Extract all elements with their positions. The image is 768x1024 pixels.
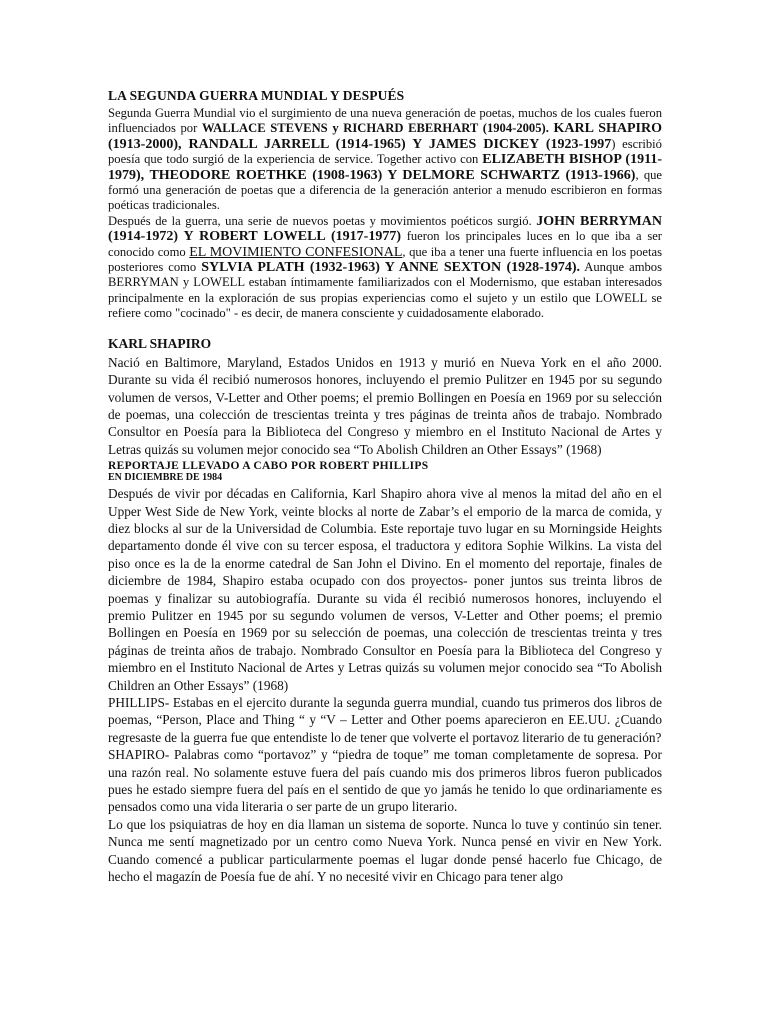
text-span: fueron los principales luces en lo que iba a ser conocido como bbox=[108, 229, 662, 259]
paragraph-biography: Nació en Baltimore, Maryland, Estados Unidos en 1913 y murió en Nueva York en el año 2000. Durante su vida él recibió numerosos honores, incluyendo el premio Pulitzer en 1945 por su segundo volumen de versos, V-Letter and Other poems; el premio Bollingen en Poesía en 1969 por su selección de poemas, una colección de trescientas treinta y tres páginas de treinta años de trabajo. Nombrado Consultor en Poesía para la Biblioteca del Congreso y miembro en el Instituto Nacional de Artes y Letras quizás su volumen mejor conocido sea “To Abolish Children an Other Essays” (1968) bbox=[108, 354, 662, 457]
paragraph-intro bbox=[108, 106, 662, 214]
text-span: , que formó una generación de poetas que a diferencia de la generación anterior a menudo escribieron en formas poéticas tradicionales. bbox=[108, 167, 662, 213]
text-span: Segunda Guerra Mundial vio el surgimiento de una nueva generación de poetas, muchos de los cuales fueron influenciados por bbox=[108, 106, 662, 136]
interview-date-heading: EN DICIEMBRE DE 1984 bbox=[108, 472, 223, 484]
poet-names-bold: JOHN BERRYMAN (1914-1972) Y ROBERT LOWELL (1917-1977) bbox=[108, 213, 662, 245]
paragraph-interview-intro: Después de vivir por décadas en California, Karl Shapiro ahora vive al menos la mitad del año en el Upper West Side de New York, veinte blocks al norte de Zabar’s el emporio de la marca de comida, y diez blocks al sur de la Universidad de Columbia. Este reportaje tuvo lugar en su Morningside Heights departamento donde él vive con su tercer esposa, el traductora y editora Sophie Wilkins. La vista del piso once es la de la enorme catedral de San John el Divino. En el momento del reportaje, finales de diciembre de 1984, Shapiro estaba ocupado con dos proyectos- poner juntos sus treinta libros de poemas y finalizar su autobiografía. Durante su vida él recibió numerosos honores, incluyendo el premio Pulitzer en 1945 por su segundo volumen de versos, V-Letter and Other poems; el premio Bollingen en Poesía en 1969 por su selección de poemas, una colección de trescientas treinta y tres páginas de treinta años de trabajo. Nombrado Consultor en Poesía para la Biblioteca del Congreso y miembro en el Instituto Nacional de Artes y Letras quizás su volumen mejor conocido sea “To Abolish Children an Other Essays” (1968) bbox=[108, 486, 662, 693]
section-title-karl-shapiro: KARL SHAPIRO bbox=[108, 335, 212, 351]
text-span: Aunque ambos BERRYMAN y LOWELL estaban íntimamente familiarizados con el Modernismo, que estaban interesados principalmente en la exploración de sus propias experiencias como el sujeto y un estilo que LOWELL se refiere como "cocinado" - es decir, de manera consciente y cuidadosamente elaborado. bbox=[108, 260, 662, 321]
paragraph-phillips-question: PHILLIPS- Estabas en el ejercito durante la segunda guerra mundial, cuando tus primeros dos libros de poemas, “Person, Place and Thing “ y “V – Letter and Other poems aparecieron en EE.UU. ¿Cuando regresaste de la guerra fue que entendiste lo de tener que volverte el portavoz literario de tu generación? bbox=[108, 695, 662, 745]
paragraph-shapiro-answer: SHAPIRO- Palabras como “portavoz” y “piedra de toque” me toman completamente de sopresa. Por una razón real. No solamente estuve fuera del país cuando mis dos primeros libros fueron publicados pues he estado siempre fuera del país en el sentido de que yo jamás he tenido lo que ordinariamente es pensados como una vida literaria o ser parte de un grupo literario. bbox=[108, 747, 662, 815]
text-span: Después de la guerra, una serie de nuevos poetas y movimientos poéticos surgió. bbox=[108, 213, 537, 228]
paragraph-confessional bbox=[108, 214, 662, 322]
interview-heading: REPORTAJE LLEVADO A CABO POR ROBERT PHILLIPS bbox=[108, 460, 429, 473]
movement-name-underlined: EL MOVIMIENTO CONFESIONAL bbox=[189, 244, 403, 260]
poet-names-bold: KARL SHAPIRO (1913-2000), RANDALL JARRELL (1914-1965) Y JAMES DICKEY (1923-1997 bbox=[108, 121, 662, 152]
poet-names-bold: WALLACE STEVENS y RICHARD EBERHART (1904-2005). bbox=[201, 121, 549, 136]
poet-names-bold: SYLVIA PLATH (1932-1963) Y ANNE SEXTON (1928-1974). bbox=[201, 260, 580, 276]
paragraph-shapiro-answer-continued: Lo que los psiquiatras de hoy en dia llaman un sistema de soporte. Nunca lo tuve y continúo sin tener. Nunca me sentí magnetizado por un centro como Nueva York. Nunca pensé en vivir en New York. Cuando comencé a publicar particularmente poemas el lugar donde pensé hacerlo fue Chicago, de hecho el magazín de Poesía fue de ahí. Y no necesité vivir en Chicago para tener algo bbox=[108, 816, 662, 885]
poet-names-bold: ELIZABETH BISHOP (1911-1979), THEODORE ROETHKE (1908-1963) Y DELMORE SCHWARTZ (1913-1966) bbox=[108, 152, 662, 183]
text-span: ) escribió poesía que todo surgió de la experiencia de service. Together activo con bbox=[108, 136, 662, 167]
section-title-segunda-guerra: LA SEGUNDA GUERRA MUNDIAL Y DESPUÉS bbox=[108, 88, 405, 103]
text-span: , que iba a tener una fuerte influencia en los poetas posteriores como bbox=[108, 244, 662, 275]
